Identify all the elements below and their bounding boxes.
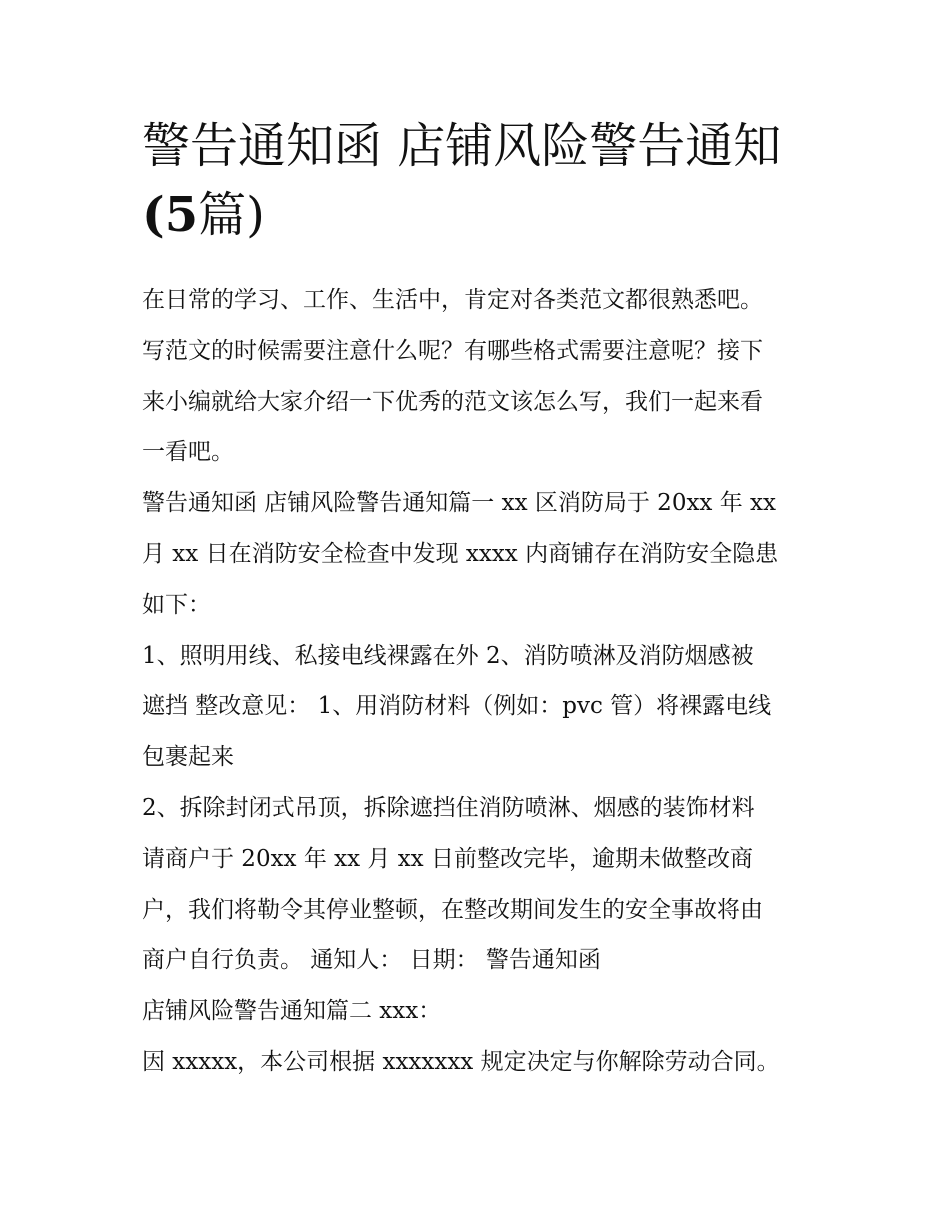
body-line: 警告通知函 店铺风险警告通知篇一 xx 区消防局于 20xx 年 xx	[142, 490, 776, 517]
body-line: 如下：	[142, 591, 211, 618]
body-line: 来小编就给大家介绍一下优秀的范文该怎么写，我们一起来看	[142, 388, 763, 415]
body-line: 在日常的学习、工作、生活中，肯定对各类范文都很熟悉吧。	[142, 287, 763, 313]
body-line: 1、照明用线、私接电线裸露在外 2、消防喷淋及消防烟感被	[142, 642, 754, 669]
body-line: 店铺风险警告通知篇二 xxx：	[142, 998, 442, 1025]
body-line: 2、拆除封闭式吊顶，拆除遮挡住消防喷淋、烟感的装饰材料	[142, 794, 755, 821]
body-line: 商户自行负责。 通知人： 日期： 警告通知函	[142, 947, 601, 974]
body-line: 月 xx 日在消防安全检查中发现 xxxx 内商铺存在消防安全隐患	[142, 540, 779, 567]
title-suffix: 篇)	[198, 187, 265, 243]
body-line: 请商户于 20xx 年 xx 月 xx 日前整改完毕，逾期未做整改商	[142, 845, 753, 872]
document-body	[142, 275, 814, 1088]
body-line: 户，我们将勒令其停业整顿，在整改期间发生的安全事故将由	[142, 896, 763, 923]
body-line: 一看吧。	[142, 439, 234, 466]
body-line: 写范文的时候需要注意什么呢？有哪些格式需要注意呢？接下	[142, 337, 763, 364]
title-count: (5	[142, 187, 199, 243]
title-line-1: 警告通知函 店铺风险警告通知	[142, 118, 782, 174]
body-line: 因 xxxxx，本公司根据 xxxxxxx 规定决定与你解除劳动合同。	[142, 1048, 780, 1075]
document-title	[142, 112, 822, 250]
body-line: 遮挡 整改意见： 1、用消防材料（例如：pvc 管）将裸露电线	[142, 693, 772, 720]
body-line: 包裹起来	[142, 744, 234, 771]
